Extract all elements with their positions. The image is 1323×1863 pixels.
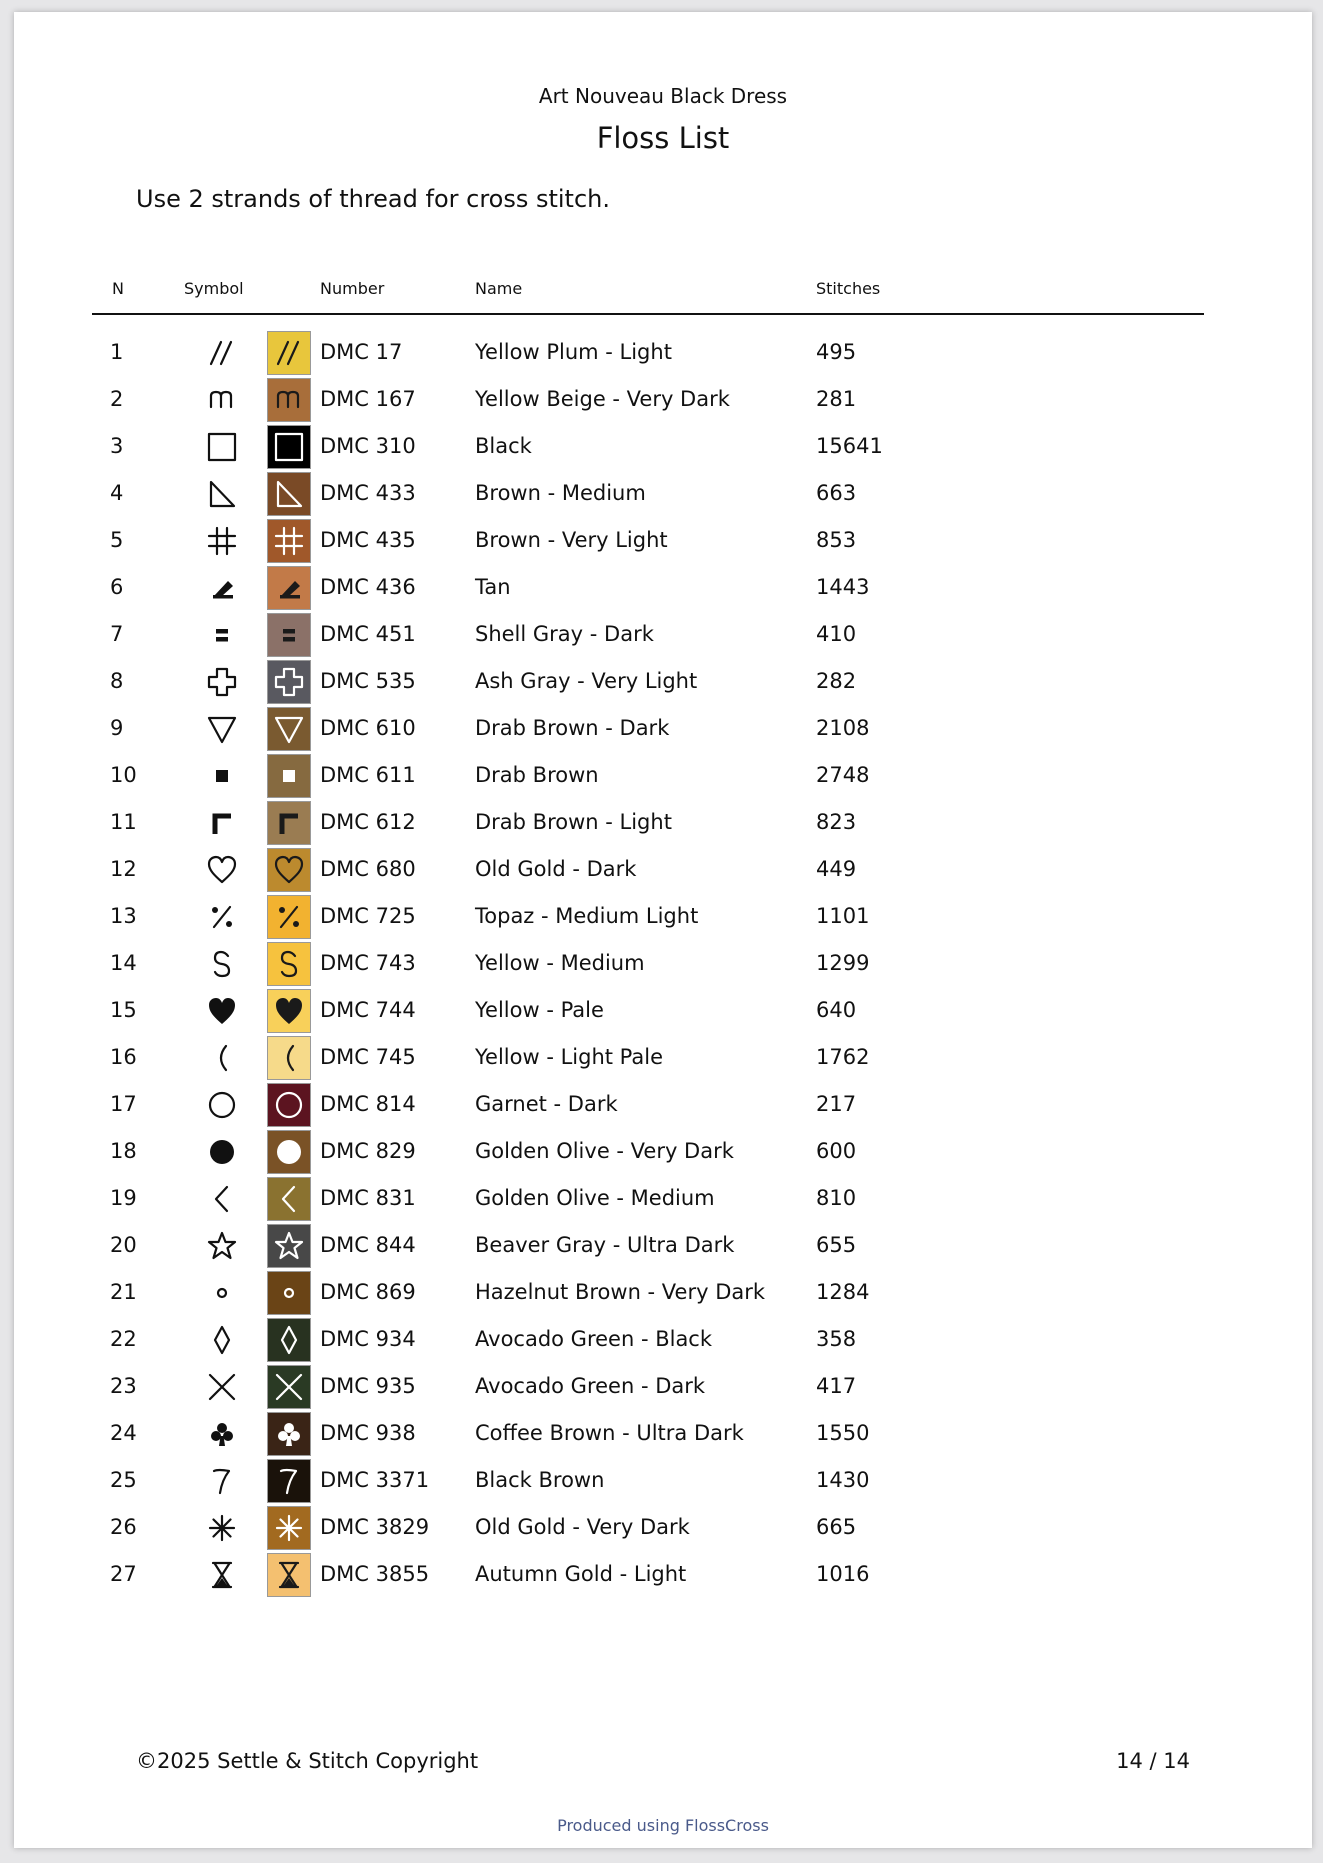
document-page bbox=[14, 12, 1312, 1848]
row-number: 19 bbox=[110, 1186, 137, 1210]
floss-name: Drab Brown - Dark bbox=[475, 716, 670, 740]
row-number: 13 bbox=[110, 904, 137, 928]
floss-number: DMC 829 bbox=[320, 1139, 416, 1163]
row-number: 26 bbox=[110, 1515, 137, 1539]
square-outline-icon bbox=[200, 425, 244, 469]
table-row bbox=[14, 1410, 1312, 1457]
stitch-count: 281 bbox=[816, 387, 857, 411]
star-outline-icon bbox=[200, 1224, 244, 1268]
table-row bbox=[14, 564, 1312, 611]
column-header-stitches: Stitches bbox=[816, 279, 881, 298]
color-swatch bbox=[267, 895, 311, 939]
double-slash-icon bbox=[200, 331, 244, 375]
row-number: 20 bbox=[110, 1233, 137, 1257]
filled-square-icon bbox=[200, 754, 244, 798]
floss-name: Yellow - Light Pale bbox=[475, 1045, 664, 1069]
floss-number: DMC 17 bbox=[320, 340, 403, 364]
floss-number: DMC 167 bbox=[320, 387, 416, 411]
floss-name: Brown - Very Light bbox=[475, 528, 668, 552]
table-row bbox=[14, 470, 1312, 517]
cross-outline-icon bbox=[200, 660, 244, 704]
floss-number: DMC 433 bbox=[320, 481, 416, 505]
table-row bbox=[14, 1457, 1312, 1504]
row-number: 6 bbox=[110, 575, 124, 599]
column-header-number: Number bbox=[320, 279, 385, 298]
color-swatch bbox=[267, 1412, 311, 1456]
floss-number: DMC 680 bbox=[320, 857, 416, 881]
row-number: 15 bbox=[110, 998, 137, 1022]
floss-name: Shell Gray - Dark bbox=[475, 622, 654, 646]
table-row bbox=[14, 1316, 1312, 1363]
color-swatch bbox=[267, 1318, 311, 1362]
circle-outline-icon bbox=[200, 1083, 244, 1127]
table-row bbox=[14, 940, 1312, 987]
floss-name: Golden Olive - Very Dark bbox=[475, 1139, 734, 1163]
table-row bbox=[14, 1269, 1312, 1316]
floss-number: DMC 745 bbox=[320, 1045, 416, 1069]
row-number: 25 bbox=[110, 1468, 137, 1492]
floss-number: DMC 934 bbox=[320, 1327, 416, 1351]
row-number: 5 bbox=[110, 528, 124, 552]
row-number: 8 bbox=[110, 669, 124, 693]
table-row bbox=[14, 329, 1312, 376]
floss-name: Old Gold - Dark bbox=[475, 857, 637, 881]
stitch-count: 640 bbox=[816, 998, 857, 1022]
floss-number: DMC 831 bbox=[320, 1186, 416, 1210]
stitch-count: 1443 bbox=[816, 575, 870, 599]
table-row bbox=[14, 1551, 1312, 1598]
heart-filled-icon bbox=[200, 989, 244, 1033]
floss-name: Yellow - Medium bbox=[475, 951, 645, 975]
floss-number: DMC 743 bbox=[320, 951, 416, 975]
row-number: 12 bbox=[110, 857, 137, 881]
floss-number: DMC 938 bbox=[320, 1421, 416, 1445]
x-mark-icon bbox=[200, 1365, 244, 1409]
floss-number: DMC 725 bbox=[320, 904, 416, 928]
corner-icon bbox=[200, 801, 244, 845]
row-number: 24 bbox=[110, 1421, 137, 1445]
table-row bbox=[14, 1363, 1312, 1410]
floss-name: Ash Gray - Very Light bbox=[475, 669, 698, 693]
hourglass-icon bbox=[200, 1553, 244, 1597]
heart-outline-icon bbox=[200, 848, 244, 892]
color-swatch bbox=[267, 331, 311, 375]
stitch-count: 282 bbox=[816, 669, 857, 693]
down-triangle-icon bbox=[200, 707, 244, 751]
floss-number: DMC 310 bbox=[320, 434, 416, 458]
floss-number: DMC 612 bbox=[320, 810, 416, 834]
floss-name: Coffee Brown - Ultra Dark bbox=[475, 1421, 744, 1445]
stitch-count: 1550 bbox=[816, 1421, 870, 1445]
stitch-count: 417 bbox=[816, 1374, 857, 1398]
row-number: 4 bbox=[110, 481, 124, 505]
row-number: 16 bbox=[110, 1045, 137, 1069]
floss-name: Black bbox=[475, 434, 532, 458]
floss-name: Brown - Medium bbox=[475, 481, 646, 505]
floss-number: DMC 869 bbox=[320, 1280, 416, 1304]
color-swatch bbox=[267, 425, 311, 469]
stitch-count: 2748 bbox=[816, 763, 870, 787]
asterisk-icon bbox=[200, 1506, 244, 1550]
floss-name: Black Brown bbox=[475, 1468, 605, 1492]
color-swatch bbox=[267, 378, 311, 422]
stitch-count: 1430 bbox=[816, 1468, 870, 1492]
m-glyph-icon bbox=[200, 378, 244, 422]
stitch-count: 665 bbox=[816, 1515, 857, 1539]
table-row bbox=[14, 846, 1312, 893]
floss-name: Topaz - Medium Light bbox=[475, 904, 699, 928]
s-glyph-icon bbox=[200, 942, 244, 986]
floss-number: DMC 3371 bbox=[320, 1468, 430, 1492]
copyright: ©2025 Settle & Stitch Copyright bbox=[136, 1749, 479, 1773]
row-number: 23 bbox=[110, 1374, 137, 1398]
floss-number: DMC 935 bbox=[320, 1374, 416, 1398]
color-swatch bbox=[267, 1130, 311, 1174]
column-header-name: Name bbox=[475, 279, 523, 298]
stitch-count: 410 bbox=[816, 622, 857, 646]
color-swatch bbox=[267, 801, 311, 845]
seven-glyph-icon bbox=[200, 1459, 244, 1503]
stitch-count: 2108 bbox=[816, 716, 870, 740]
table-row bbox=[14, 799, 1312, 846]
row-number: 17 bbox=[110, 1092, 137, 1116]
stitch-count: 1299 bbox=[816, 951, 870, 975]
table-row bbox=[14, 1175, 1312, 1222]
table-row bbox=[14, 893, 1312, 940]
table-row bbox=[14, 987, 1312, 1034]
club-icon bbox=[200, 1412, 244, 1456]
color-swatch bbox=[267, 1083, 311, 1127]
wedge-icon bbox=[200, 566, 244, 610]
floss-name: Hazelnut Brown - Very Dark bbox=[475, 1280, 766, 1304]
stitch-count: 823 bbox=[816, 810, 857, 834]
row-number: 27 bbox=[110, 1562, 137, 1586]
floss-name: Beaver Gray - Ultra Dark bbox=[475, 1233, 735, 1257]
table-row bbox=[14, 517, 1312, 564]
color-swatch bbox=[267, 848, 311, 892]
color-swatch bbox=[267, 566, 311, 610]
table-row bbox=[14, 1222, 1312, 1269]
color-swatch bbox=[267, 1365, 311, 1409]
row-number: 21 bbox=[110, 1280, 137, 1304]
color-swatch bbox=[267, 942, 311, 986]
stitch-count: 663 bbox=[816, 481, 857, 505]
strand-note: Use 2 strands of thread for cross stitch. bbox=[136, 185, 610, 213]
stitch-count: 1101 bbox=[816, 904, 870, 928]
produced-by: Produced using FlossCross bbox=[557, 1816, 769, 1835]
floss-name: Garnet - Dark bbox=[475, 1092, 618, 1116]
table-row bbox=[14, 423, 1312, 470]
floss-name: Golden Olive - Medium bbox=[475, 1186, 715, 1210]
floss-name: Autumn Gold - Light bbox=[475, 1562, 687, 1586]
page-title: Floss List bbox=[596, 121, 730, 155]
floss-name: Avocado Green - Black bbox=[475, 1327, 713, 1351]
table-row bbox=[14, 705, 1312, 752]
row-number: 10 bbox=[110, 763, 137, 787]
row-number: 3 bbox=[110, 434, 124, 458]
floss-number: DMC 535 bbox=[320, 669, 416, 693]
floss-number: DMC 814 bbox=[320, 1092, 416, 1116]
stitch-count: 810 bbox=[816, 1186, 857, 1210]
column-header-n: N bbox=[112, 279, 124, 298]
stitch-count: 655 bbox=[816, 1233, 857, 1257]
floss-name: Drab Brown - Light bbox=[475, 810, 672, 834]
floss-number: DMC 744 bbox=[320, 998, 416, 1022]
floss-number: DMC 451 bbox=[320, 622, 416, 646]
column-header-symbol: Symbol bbox=[184, 279, 244, 298]
percent-icon bbox=[200, 895, 244, 939]
table-row bbox=[14, 1128, 1312, 1175]
diamond-outline-icon bbox=[200, 1318, 244, 1362]
stitch-count: 853 bbox=[816, 528, 857, 552]
table-row bbox=[14, 1081, 1312, 1128]
stitch-count: 15641 bbox=[816, 434, 883, 458]
floss-number: DMC 3829 bbox=[320, 1515, 430, 1539]
header-rule bbox=[92, 313, 1204, 315]
floss-name: Avocado Green - Dark bbox=[475, 1374, 706, 1398]
color-swatch bbox=[267, 1177, 311, 1221]
stitch-count: 1762 bbox=[816, 1045, 870, 1069]
floss-name: Yellow Beige - Very Dark bbox=[475, 387, 730, 411]
floss-name: Old Gold - Very Dark bbox=[475, 1515, 690, 1539]
floss-number: DMC 3855 bbox=[320, 1562, 430, 1586]
table-row bbox=[14, 658, 1312, 705]
color-swatch bbox=[267, 660, 311, 704]
table-row bbox=[14, 376, 1312, 423]
floss-number: DMC 611 bbox=[320, 763, 416, 787]
hash-icon bbox=[200, 519, 244, 563]
color-swatch bbox=[267, 1224, 311, 1268]
table-row bbox=[14, 752, 1312, 799]
floss-name: Yellow Plum - Light bbox=[475, 340, 672, 364]
stitch-count: 217 bbox=[816, 1092, 857, 1116]
stitch-count: 358 bbox=[816, 1327, 857, 1351]
color-swatch bbox=[267, 1553, 311, 1597]
color-swatch bbox=[267, 1036, 311, 1080]
floss-number: DMC 435 bbox=[320, 528, 416, 552]
floss-number: DMC 436 bbox=[320, 575, 416, 599]
floss-number: DMC 610 bbox=[320, 716, 416, 740]
color-swatch bbox=[267, 707, 311, 751]
row-number: 14 bbox=[110, 951, 137, 975]
stitch-count: 449 bbox=[816, 857, 857, 881]
row-number: 1 bbox=[110, 340, 124, 364]
pattern-name: Art Nouveau Black Dress bbox=[538, 84, 788, 108]
floss-number: DMC 844 bbox=[320, 1233, 416, 1257]
row-number: 18 bbox=[110, 1139, 137, 1163]
color-swatch bbox=[267, 1459, 311, 1503]
row-number: 7 bbox=[110, 622, 124, 646]
floss-name: Tan bbox=[475, 575, 511, 599]
floss-name: Yellow - Pale bbox=[475, 998, 604, 1022]
equals-icon bbox=[200, 613, 244, 657]
stitch-count: 600 bbox=[816, 1139, 857, 1163]
right-triangle-icon bbox=[200, 472, 244, 516]
small-circle-icon bbox=[200, 1271, 244, 1315]
row-number: 11 bbox=[110, 810, 137, 834]
color-swatch bbox=[267, 1506, 311, 1550]
color-swatch bbox=[267, 1271, 311, 1315]
color-swatch bbox=[267, 989, 311, 1033]
less-than-icon bbox=[200, 1177, 244, 1221]
floss-name: Drab Brown bbox=[475, 763, 599, 787]
row-number: 9 bbox=[110, 716, 124, 740]
color-swatch bbox=[267, 754, 311, 798]
color-swatch bbox=[267, 519, 311, 563]
filled-circle-icon bbox=[200, 1130, 244, 1174]
row-number: 22 bbox=[110, 1327, 137, 1351]
color-swatch bbox=[267, 472, 311, 516]
table-row bbox=[14, 1034, 1312, 1081]
stitch-count: 1284 bbox=[816, 1280, 870, 1304]
stitch-count: 1016 bbox=[816, 1562, 870, 1586]
page-number: 14 / 14 bbox=[1116, 1749, 1190, 1773]
table-row bbox=[14, 1504, 1312, 1551]
row-number: 2 bbox=[110, 387, 124, 411]
paren-icon bbox=[200, 1036, 244, 1080]
table-row bbox=[14, 611, 1312, 658]
color-swatch bbox=[267, 613, 311, 657]
stitch-count: 495 bbox=[816, 340, 857, 364]
